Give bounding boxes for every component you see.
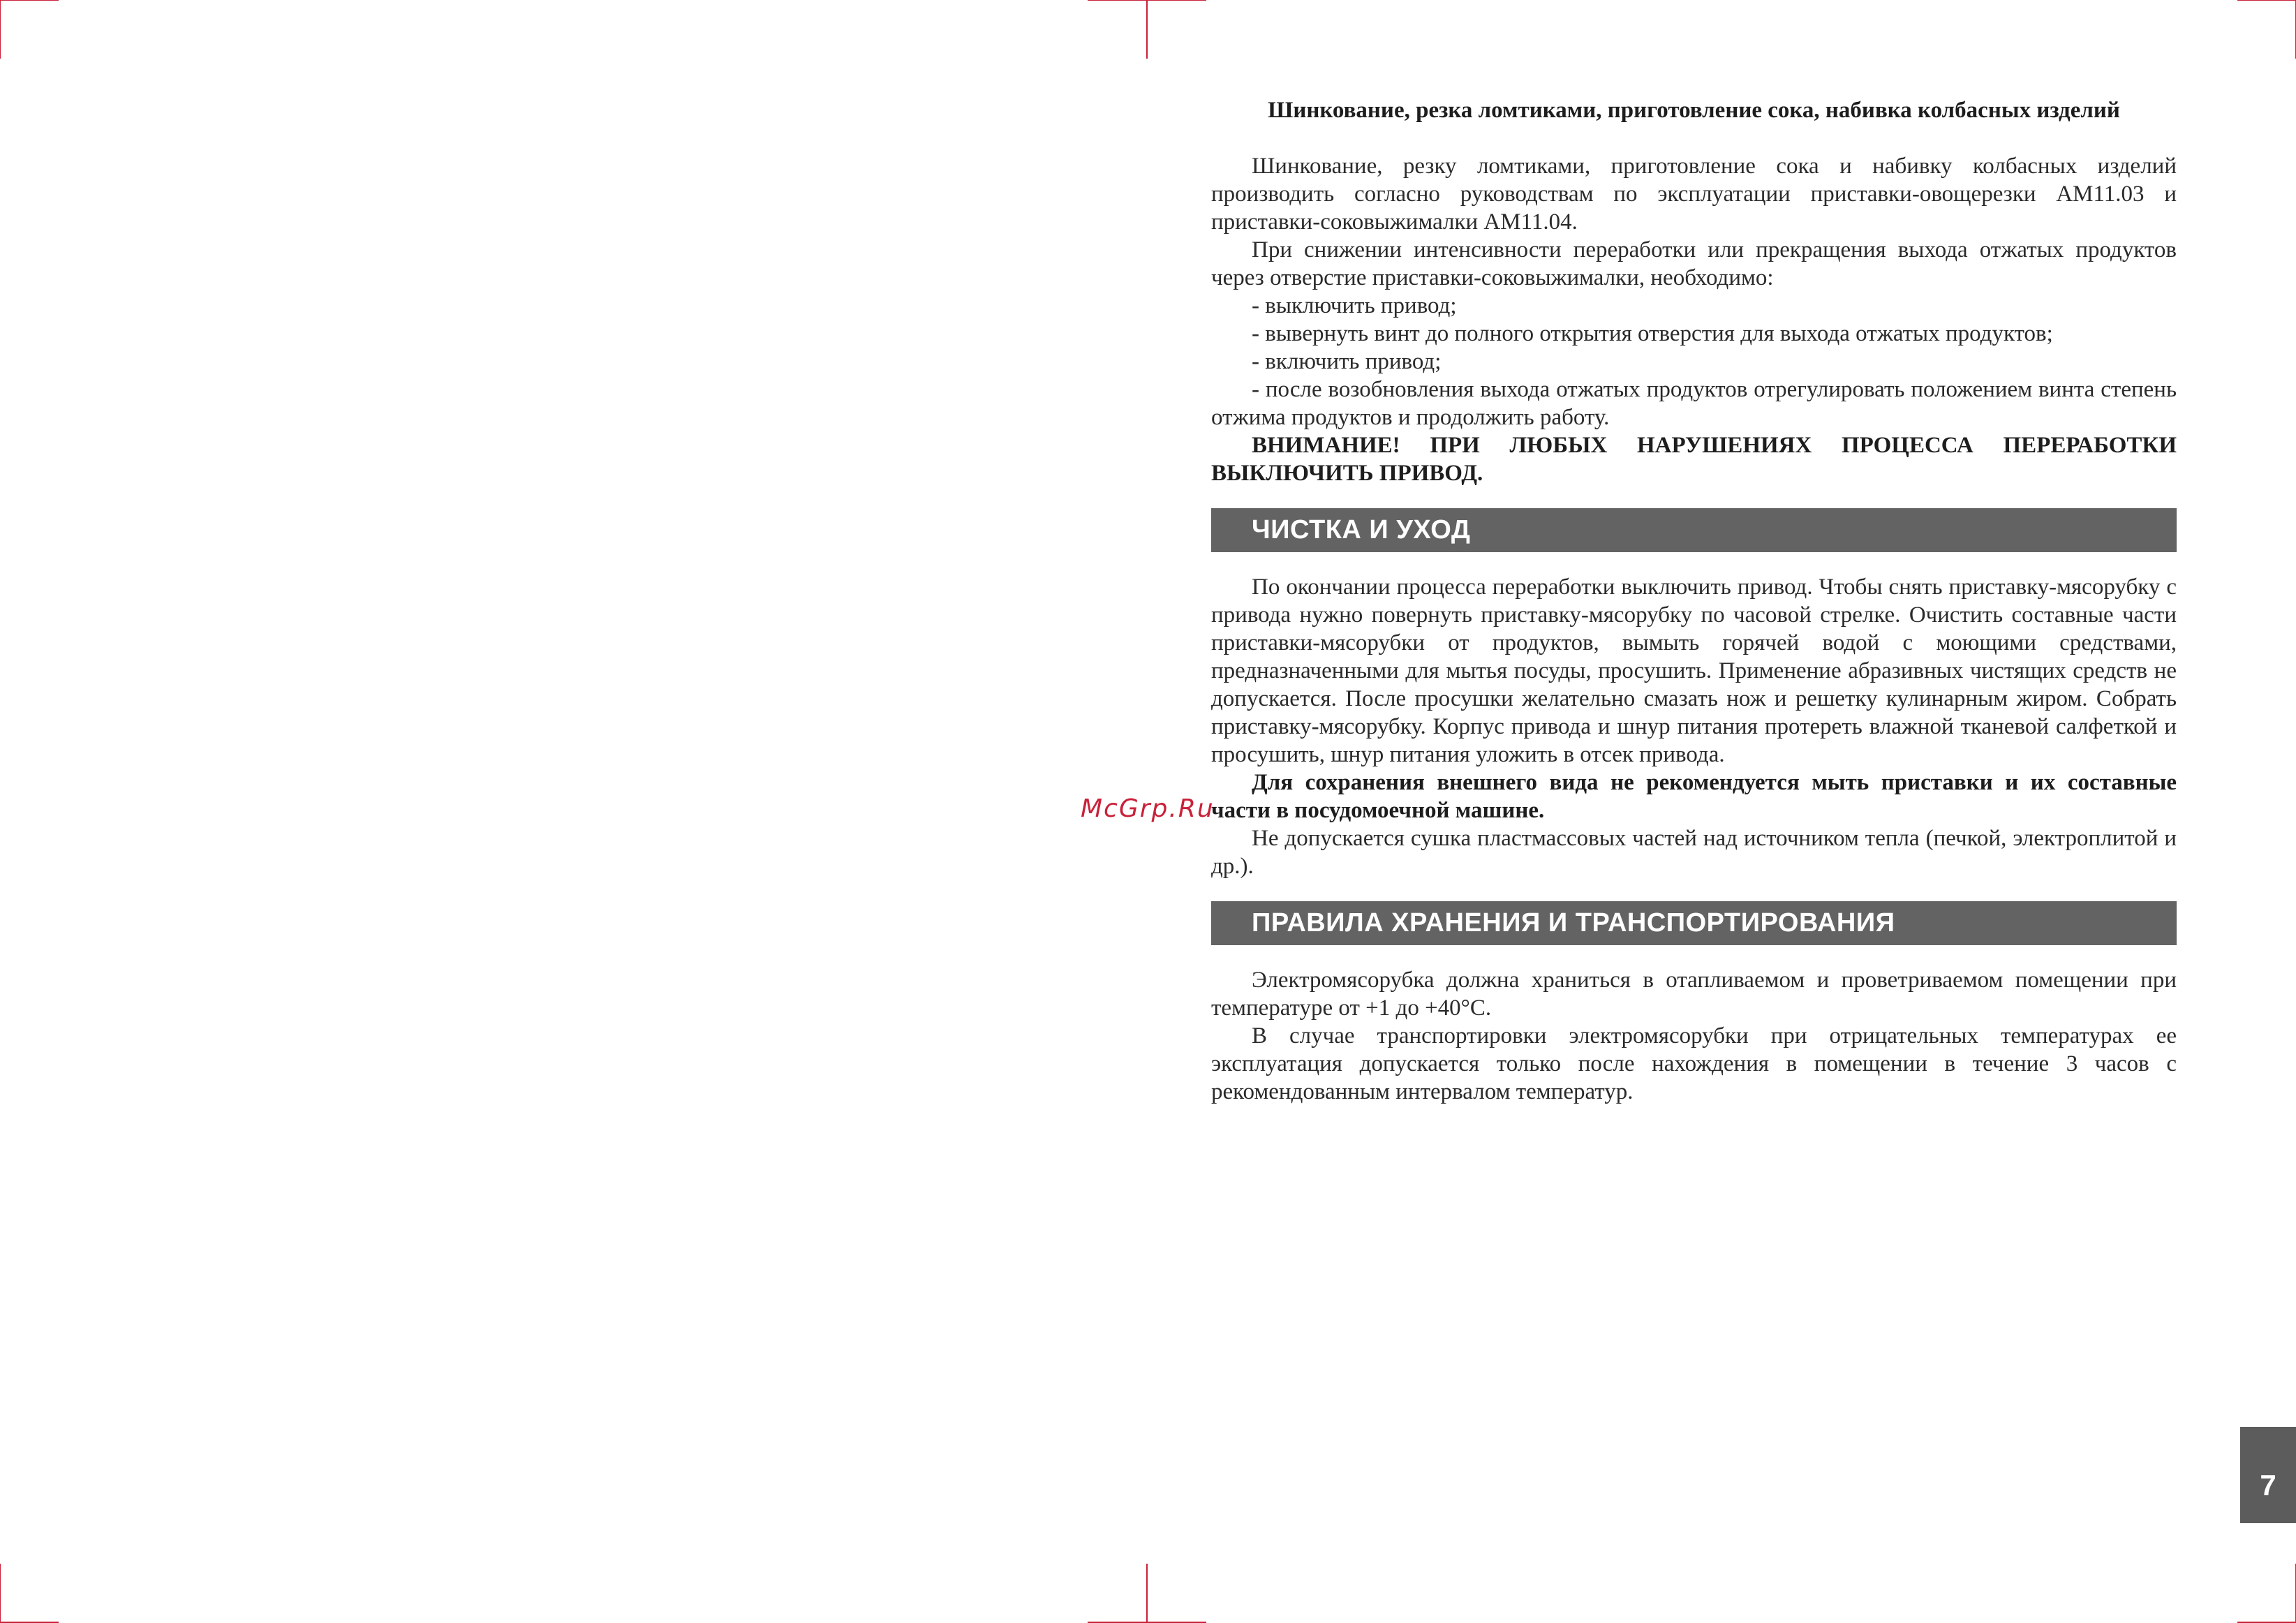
list-item-unscrew: - вывернуть винт до полного открытия отверстия для выхода отжатых продуктов; [1252, 321, 2053, 346]
crop-mark-top-center-vertical [1146, 0, 1148, 59]
paragraph-storage: Электромясорубка должна храниться в отапливаемом и проветриваемом помещении при температуре от +1 до +40°С. [1211, 968, 2177, 1021]
paragraph-intro: Шинкование, резку ломтиками, приготовление сока и набивку колбасных изделий производить согласно руководствам по эксплуатации приставки-овощерезки АМ11.03 и приставки-соковыжималки АМ11.04. [1211, 154, 2177, 235]
crop-mark-bottom-center-vertical [1146, 1564, 1148, 1623]
crop-mark-top-right-horizontal [2237, 0, 2296, 1]
page-number-tab [2240, 1427, 2296, 1523]
list-item-adjust: - после возобновления выхода отжатых продуктов отрегулировать положением винта степень отжима продуктов и продолжить работу. [1211, 377, 2177, 430]
paragraph-transport: В случае транспортировки электромясорубки при отрицательных температурах ее эксплуатация допускается только после нахождения в помещении в течение 3 часов с рекомендованным интервалом температур. [1211, 1023, 2177, 1104]
paragraph-drying-note: Не допускается сушка пластмассовых частей над источником тепла (печкой, электроплитой и др.). [1211, 826, 2177, 879]
crop-mark-top-left [0, 0, 1, 59]
page-number: 7 [2260, 1469, 2276, 1502]
list-item-switch-on: - включить привод; [1252, 349, 1442, 374]
warning-text: ВНИМАНИЕ! ПРИ ЛЮБЫХ НАРУШЕНИЯХ ПРОЦЕССА ПЕРЕРАБОТКИ ВЫКЛЮЧИТЬ ПРИВОД. [1211, 433, 2177, 486]
crop-mark-top-center-horizontal-right [1148, 0, 1206, 1]
paragraph-reduced-intensity: При снижении интенсивности переработки или прекращения выхода отжатых продуктов через отверстие приставки-соковыжималки, необходимо: [1211, 237, 2177, 290]
section-heading-storage: ПРАВИЛА ХРАНЕНИЯ И ТРАНСПОРТИРОВАНИЯ [1211, 901, 2177, 945]
crop-mark-top-left-horizontal [0, 0, 59, 1]
page-content [1211, 96, 2177, 1106]
crop-mark-bottom-left [0, 1564, 1, 1623]
paragraph-dishwasher-note: Для сохранения внешнего вида не рекомендуется мыть приставки и их составные части в посудомоечной машине. [1211, 770, 2177, 823]
paragraph-cleaning: По окончании процесса переработки выключить привод. Чтобы снять приставку-мясорубку с привода нужно повернуть приставку-мясорубку по часовой стрелке. Очистить составные части приставки-мясорубки от продуктов, вымыть горячей водой с моющими средствами, предназначенными для мытья посуды, просушить. Применение абразивных чистящих средств не допускается. После просушки желательно смазать нож и решетку кулинарным жиром. Собрать приставку-мясорубку. Корпус привода и шнур питания протереть влажной тканевой салфеткой и просушить, шнур питания уложить в отсек привода. [1211, 575, 2177, 767]
crop-mark-top-center-horizontal-left [1088, 0, 1146, 1]
list-item-switch-off: - выключить привод; [1252, 293, 1457, 318]
section-heading-cleaning: ЧИСТКА И УХОД [1211, 508, 2177, 552]
subheading-shredding: Шинкование, резка ломтиками, приготовление сока, набивка колбасных изделий [1268, 98, 2120, 123]
watermark: McGrp.Ru [1081, 794, 1215, 823]
